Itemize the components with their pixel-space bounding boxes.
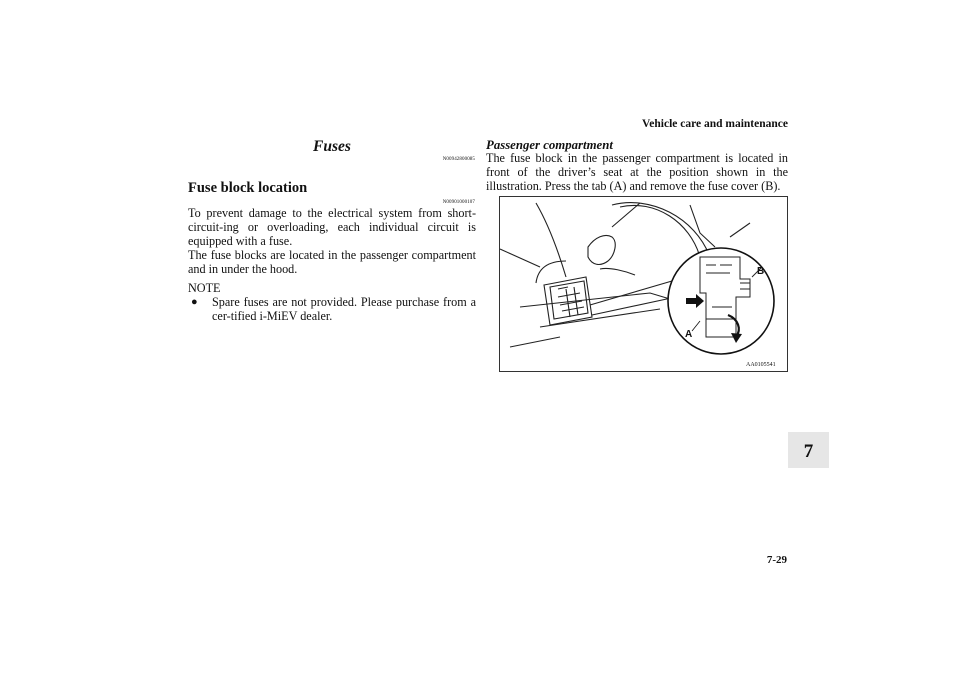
label-a: A [685,329,693,340]
paragraph-location: The fuse blocks are located in the passenger compartment and in under the hood. [188,248,476,277]
illustration-code: AA0105541 [746,362,776,368]
section-title: Fuses [313,138,351,155]
passenger-compartment-title: Passenger compartment [486,138,613,152]
chapter-tab: 7 [788,432,829,468]
fuse-block-illustration [499,196,788,372]
note-item [188,295,476,323]
subsection-code: N00901000107 [442,200,475,205]
note-text: Spare fuses are not provided. Please purchase from a cer-tified i-MiEV dealer. [212,295,476,324]
bullet-icon: ● [191,296,198,308]
paragraph-intro: To prevent damage to the electrical system from short-circuit-ing or overloading, each individual circuit is equipped with a fuse. [188,206,476,249]
note-label: NOTE [188,281,221,295]
running-header: Vehicle care and maintenance [642,118,788,130]
paragraph-passenger: The fuse block in the passenger compartment is located in front of the driver’s seat at the position shown in the illustration. Press the tab (A) and remove the fuse cover (B). [486,151,788,194]
dashboard-drawing [500,197,787,371]
subsection-title: Fuse block location [188,180,308,196]
page-number: 7-29 [766,554,787,566]
label-b: B [757,266,765,277]
section-code: N00942800085 [442,157,475,162]
